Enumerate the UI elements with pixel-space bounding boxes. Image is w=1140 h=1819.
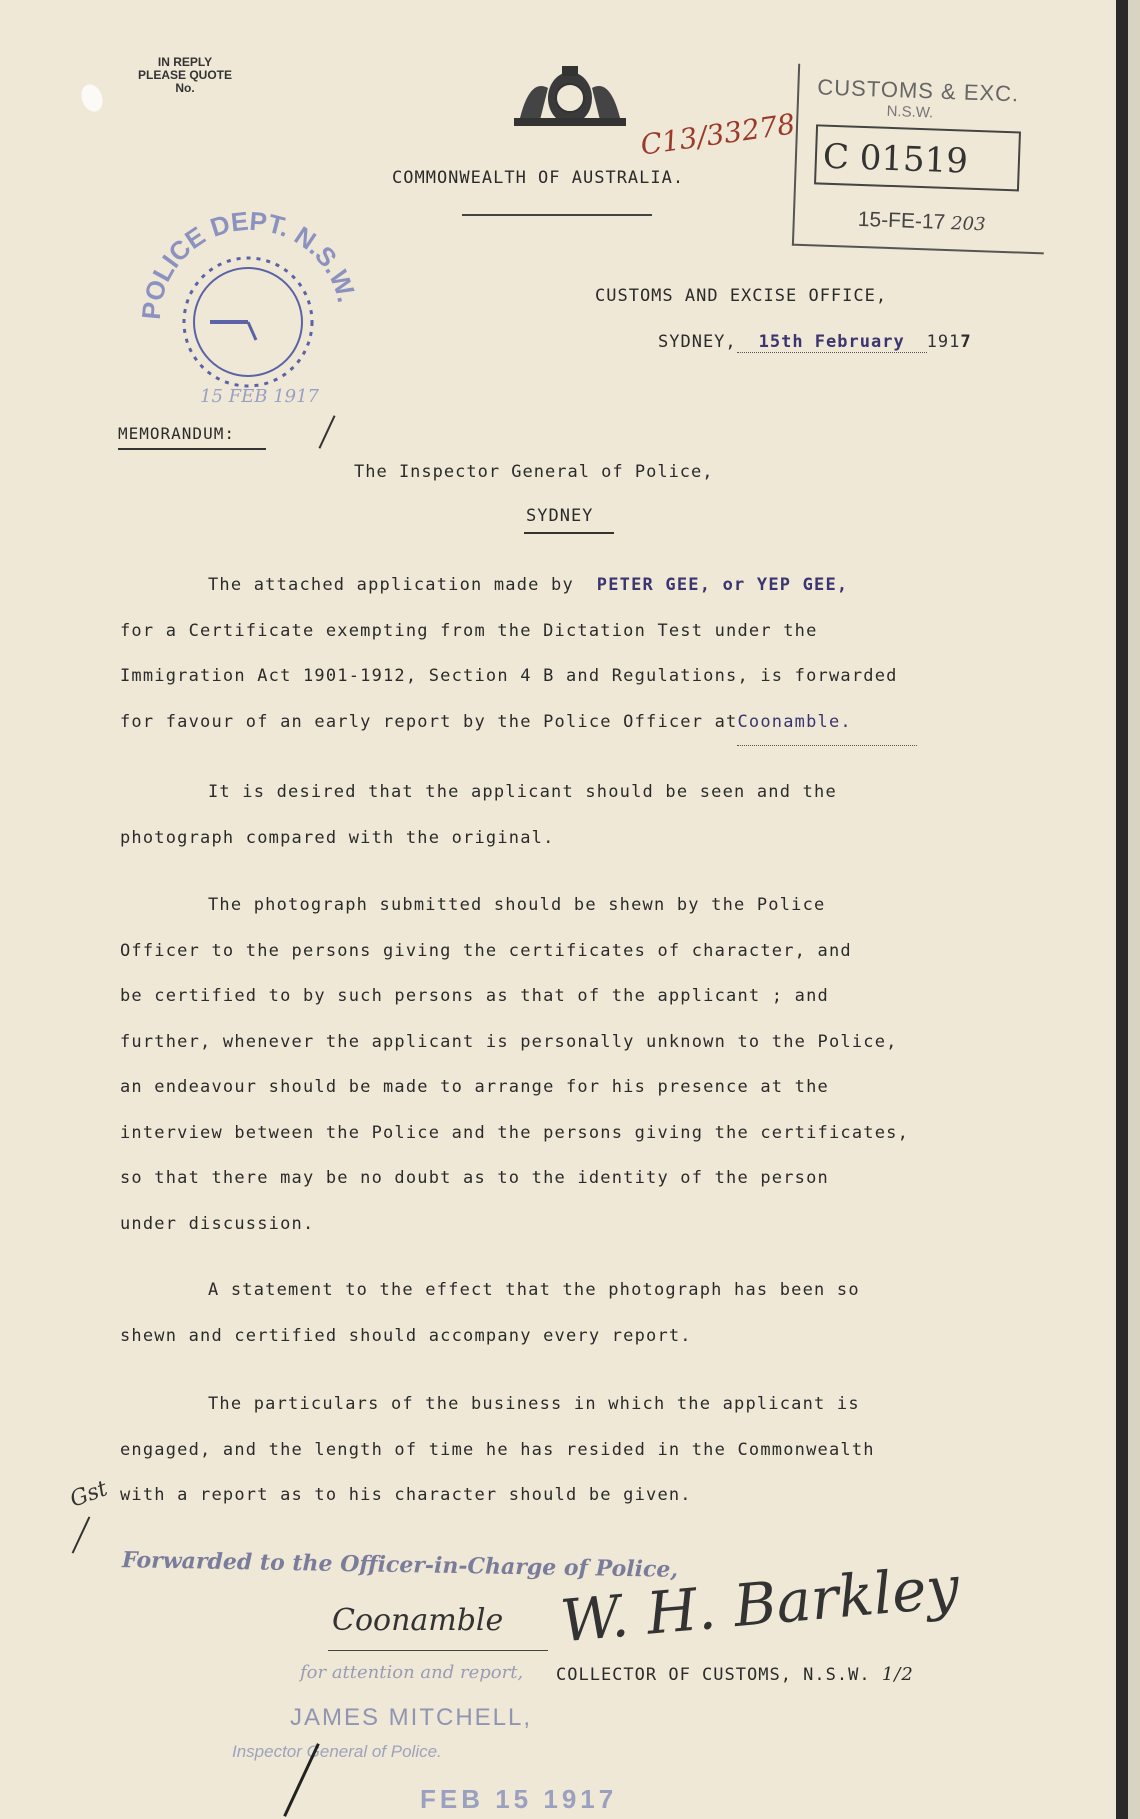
page-edge-shadow bbox=[1116, 0, 1128, 1819]
p3-line-6: interview between the Police and the persons giving the certificates, bbox=[120, 1122, 910, 1143]
city-rule bbox=[524, 532, 614, 534]
reply-line-3: No. bbox=[175, 81, 195, 95]
paragraph-1 bbox=[120, 563, 1040, 746]
p5-line-2: engaged, and the length of time he has resided in the Commonwealth bbox=[120, 1439, 875, 1460]
svg-text:POLICE DEPT. N.S.W. bbox=[136, 210, 362, 321]
handwritten-reference: C13/33278 bbox=[638, 107, 798, 162]
p1-prefix: The attached application made by bbox=[208, 575, 574, 595]
dateline bbox=[658, 332, 972, 353]
reply-notice bbox=[110, 56, 260, 95]
forwarded-stamp: Forwarded to the Officer-in-Charge of Police, bbox=[121, 1547, 679, 1583]
memorandum-label: MEMORANDUM: bbox=[118, 424, 235, 443]
inspector-title-stamp: Inspector General of Police. bbox=[232, 1742, 442, 1761]
handwritten-place: Coonamble bbox=[332, 1603, 504, 1638]
heading-rule bbox=[462, 214, 652, 216]
coat-of-arms-icon bbox=[500, 58, 640, 130]
collector-title bbox=[556, 1664, 914, 1685]
p3-line-1: The photograph submitted should be shewn by the Police bbox=[208, 895, 826, 915]
applicant-name: PETER GEE, or YEP GEE, bbox=[596, 575, 849, 595]
paragraph-2 bbox=[120, 770, 1040, 861]
date-filled: 15th February bbox=[737, 332, 927, 353]
addressee: The Inspector General of Police, bbox=[354, 462, 714, 482]
collector-title-text: COLLECTOR OF CUSTOMS, N.S.W. bbox=[556, 1665, 871, 1685]
police-dept-stamp-icon bbox=[130, 210, 370, 410]
customs-stamp-note: 203 bbox=[950, 213, 986, 236]
p3-line-4: further, whenever the applicant is personally unknown to the Police, bbox=[120, 1031, 898, 1052]
customs-stamp-date-value: 15-FE-17 bbox=[857, 207, 946, 234]
p4-line-2: shewn and certified should accompany every report. bbox=[120, 1325, 692, 1346]
year-suffix: 7 bbox=[960, 332, 972, 352]
p5-line-3: with a report as to his character should be given. bbox=[120, 1485, 692, 1505]
paper-blemish bbox=[78, 81, 106, 114]
p5-line-1: The particulars of the business in which the applicant is bbox=[208, 1394, 860, 1414]
office-place: SYDNEY, bbox=[658, 332, 737, 352]
p1-line-3: Immigration Act 1901-1912, Section 4 B and Regulations, is forwarded bbox=[120, 666, 898, 686]
customs-stamp bbox=[792, 64, 1048, 253]
office-name: CUSTOMS AND EXCISE OFFICE, bbox=[595, 286, 888, 306]
commonwealth-heading: COMMONWEALTH OF AUSTRALIA. bbox=[392, 168, 685, 188]
police-stamp-date: 15 FEB 1917 bbox=[200, 386, 320, 407]
customs-stamp-number: C 01519 bbox=[814, 124, 1021, 191]
customs-stamp-title: CUSTOMS & EXC. bbox=[816, 74, 1020, 107]
paragraph-4 bbox=[120, 1268, 1040, 1359]
inspector-name-stamp: JAMES MITCHELL, bbox=[290, 1704, 533, 1731]
customs-stamp-date bbox=[857, 208, 986, 236]
collector-signature: W. H. Barkley bbox=[557, 1552, 962, 1656]
p1-line-2: for a Certificate exempting from the Dictation Test under the bbox=[120, 620, 818, 641]
margin-handwritten-note: Gst bbox=[66, 1476, 111, 1513]
customs-stamp-subtitle: N.S.W. bbox=[886, 102, 934, 122]
paragraph-3 bbox=[120, 883, 1040, 1247]
p3-line-7: so that there may be no doubt as to the identity of the person bbox=[120, 1168, 829, 1188]
memorandum-slash-mark bbox=[318, 415, 335, 448]
p3-line-5: an endeavour should be made to arrange for his presence at the bbox=[120, 1077, 829, 1097]
year-prefix: 191 bbox=[926, 332, 961, 352]
police-station-place: Coonamble. bbox=[737, 700, 917, 747]
reply-line-1: IN REPLY bbox=[157, 55, 213, 69]
reply-line-2: PLEASE QUOTE bbox=[137, 68, 232, 82]
handwritten-place-rule bbox=[328, 1650, 548, 1651]
p4-line-1: A statement to the effect that the photograph has been so bbox=[208, 1280, 860, 1300]
attention-stamp: for attention and report, bbox=[300, 1662, 524, 1683]
addressee-city: SYDNEY bbox=[526, 506, 594, 526]
memorandum-rule bbox=[118, 448, 266, 450]
p2-line-1: It is desired that the applicant should be seen and the bbox=[208, 782, 837, 802]
received-date-stamp: FEB 15 1917 bbox=[420, 1784, 618, 1814]
police-stamp-text: POLICE DEPT. N.S.W. bbox=[135, 210, 363, 321]
collector-initial: 1/2 bbox=[881, 1664, 914, 1685]
p3-line-3: be certified to by such persons as that of the applicant ; and bbox=[120, 986, 829, 1006]
p2-line-2: photograph compared with the original. bbox=[120, 827, 555, 848]
p1-line-4: for favour of an early report by the Police Officer at bbox=[120, 711, 738, 732]
p3-line-8: under discussion. bbox=[120, 1213, 315, 1234]
p3-line-2: Officer to the persons giving the certificates of character, and bbox=[120, 940, 852, 961]
margin-slash-mark bbox=[72, 1516, 91, 1553]
paragraph-5 bbox=[120, 1382, 1040, 1519]
